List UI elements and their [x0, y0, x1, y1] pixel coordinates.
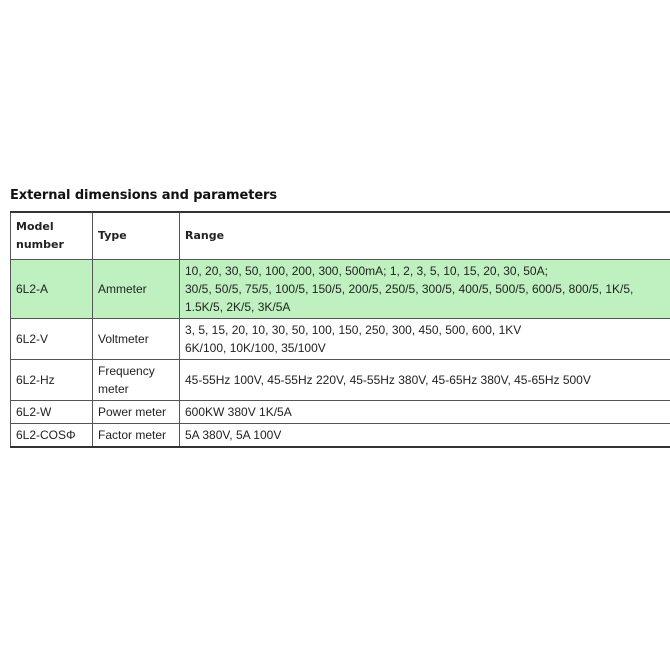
range-line: 1.5K/5, 2K/5, 3K/5A	[185, 300, 291, 314]
table-row-ammeter	[11, 260, 670, 319]
table-row-factor-meter	[11, 424, 670, 448]
cell-range	[180, 260, 670, 319]
cell-range	[180, 319, 670, 360]
header-range: Range	[180, 212, 670, 260]
cell-model: 6L2-COSΦ	[11, 424, 93, 448]
range-line: 5A 380V, 5A 100V	[185, 428, 282, 442]
range-line: 6K/100, 10K/100, 35/100V	[185, 341, 326, 355]
table-row-frequency-meter	[11, 360, 670, 401]
cell-model: 6L2-A	[11, 260, 93, 319]
section-title: External dimensions and parameters	[10, 188, 278, 203]
range-line: 600KW 380V 1K/5A	[185, 405, 292, 419]
cell-model: 6L2-Hz	[11, 360, 93, 401]
cell-type: Ammeter	[93, 260, 180, 319]
range-line: 45-55Hz 100V, 45-55Hz 220V, 45-55Hz 380V, 45-65Hz 380V, 45-65Hz 500V	[185, 373, 591, 387]
header-model-number: Model number	[11, 212, 93, 260]
cell-model: 6L2-W	[11, 401, 93, 424]
header-type: Type	[93, 212, 180, 260]
table-row-power-meter	[11, 401, 670, 424]
cell-type: Factor meter	[93, 424, 180, 448]
table-row-voltmeter	[11, 319, 670, 360]
cell-model: 6L2-V	[11, 319, 93, 360]
cell-type: Power meter	[93, 401, 180, 424]
parameters-table	[10, 211, 670, 448]
cell-range	[180, 360, 670, 401]
table-header-row	[11, 212, 670, 260]
cell-range	[180, 424, 670, 448]
cell-type: Frequency meter	[93, 360, 180, 401]
range-line: 3, 5, 15, 20, 10, 30, 50, 100, 150, 250, 300, 450, 500, 600, 1KV	[185, 323, 522, 337]
range-line: 10, 20, 30, 50, 100, 200, 300, 500mA; 1, 2, 3, 5, 10, 15, 20, 30, 50A;	[185, 264, 548, 278]
cell-range	[180, 401, 670, 424]
range-line: 30/5, 50/5, 75/5, 100/5, 150/5, 200/5, 250/5, 300/5, 400/5, 500/5, 600/5, 800/5, 1K/5,	[185, 282, 634, 296]
cell-type: Voltmeter	[93, 319, 180, 360]
